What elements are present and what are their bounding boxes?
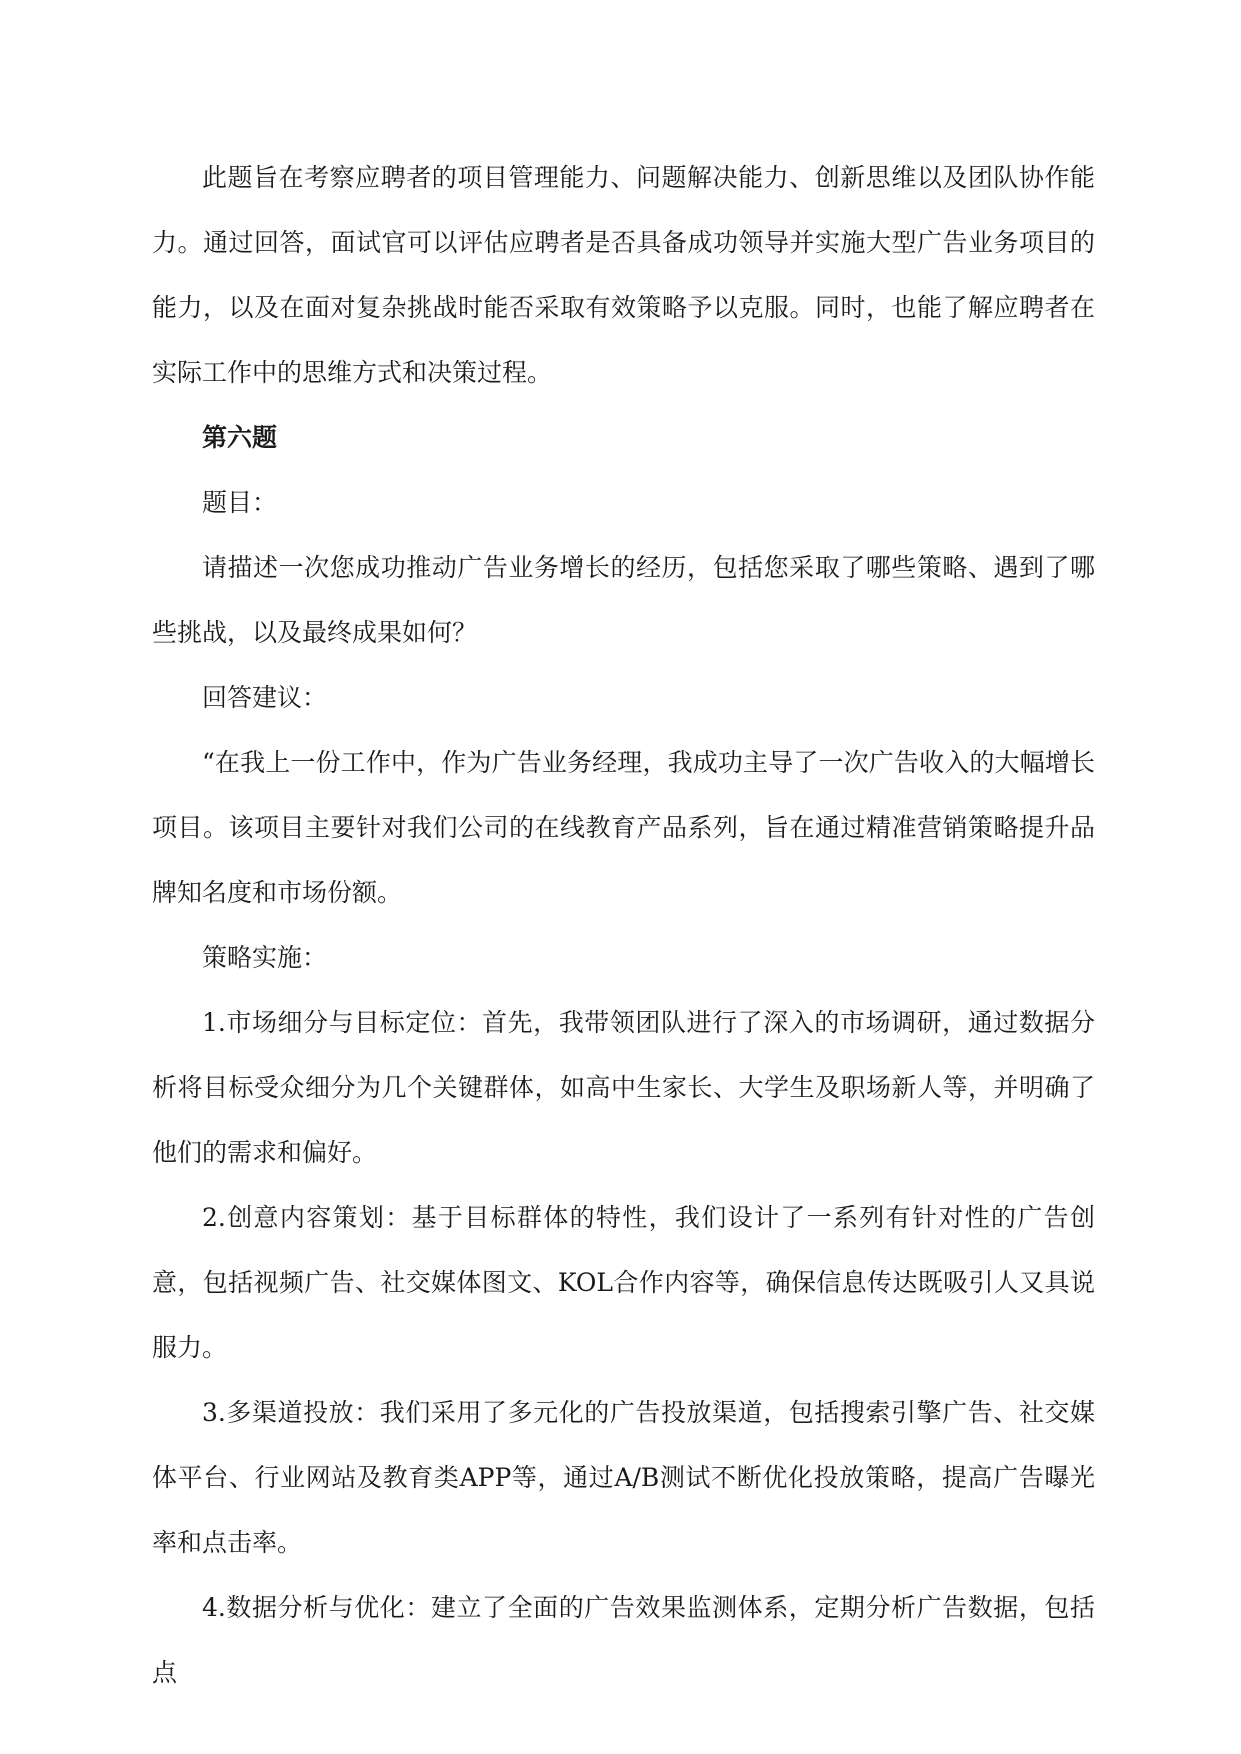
answer-label: 回答建议： [202, 683, 328, 712]
question-text: 请描述一次您成功推动广告业务增长的经历，包括您采取了哪些策略、遇到了哪些挑战，以及最终成果如何？ [152, 553, 1095, 647]
strategy-item-3: 3.多渠道投放：我们采用了多元化的广告投放渠道，包括搜索引擎广告、社交媒体平台、行业网站及教育类APP等，通过A/B测试不断优化投放策略，提高广告曝光率和点击率。 [152, 1398, 1095, 1557]
strategy-label: 策略实施： [202, 943, 328, 972]
answer-intro: “在我上一份工作中，作为广告业务经理，我成功主导了一次广告收入的大幅增长项目。该项目主要针对我们公司的在线教育产品系列，旨在通过精准营销策略提升品牌知名度和市场份额。 [152, 748, 1095, 907]
strategy-item-1: 1.市场细分与目标定位：首先，我带领团队进行了深入的市场调研，通过数据分析将目标受众细分为几个关键群体，如高中生家长、大学生及职场新人等，并明确了他们的需求和偏好。 [152, 1008, 1095, 1167]
strategy-item-4: 4.数据分析与优化：建立了全面的广告效果监测体系，定期分析广告数据，包括点 [152, 1593, 1095, 1687]
document-body [152, 145, 1095, 1705]
strategy-item-2: 2.创意内容策划：基于目标群体的特性，我们设计了一系列有针对性的广告创意，包括视频广告、社交媒体图文、KOL合作内容等，确保信息传达既吸引人又具说服力。 [152, 1203, 1095, 1362]
paragraph-intro-evaluation: 此题旨在考察应聘者的项目管理能力、问题解决能力、创新思维以及团队协作能力。通过回答，面试官可以评估应聘者是否具备成功领导并实施大型广告业务项目的能力，以及在面对复杂挑战时能否采取有效策略予以克服。同时，也能了解应聘者在实际工作中的思维方式和决策过程。 [152, 163, 1095, 387]
question-label: 题目： [202, 488, 278, 517]
question-heading: 第六题 [202, 423, 278, 452]
